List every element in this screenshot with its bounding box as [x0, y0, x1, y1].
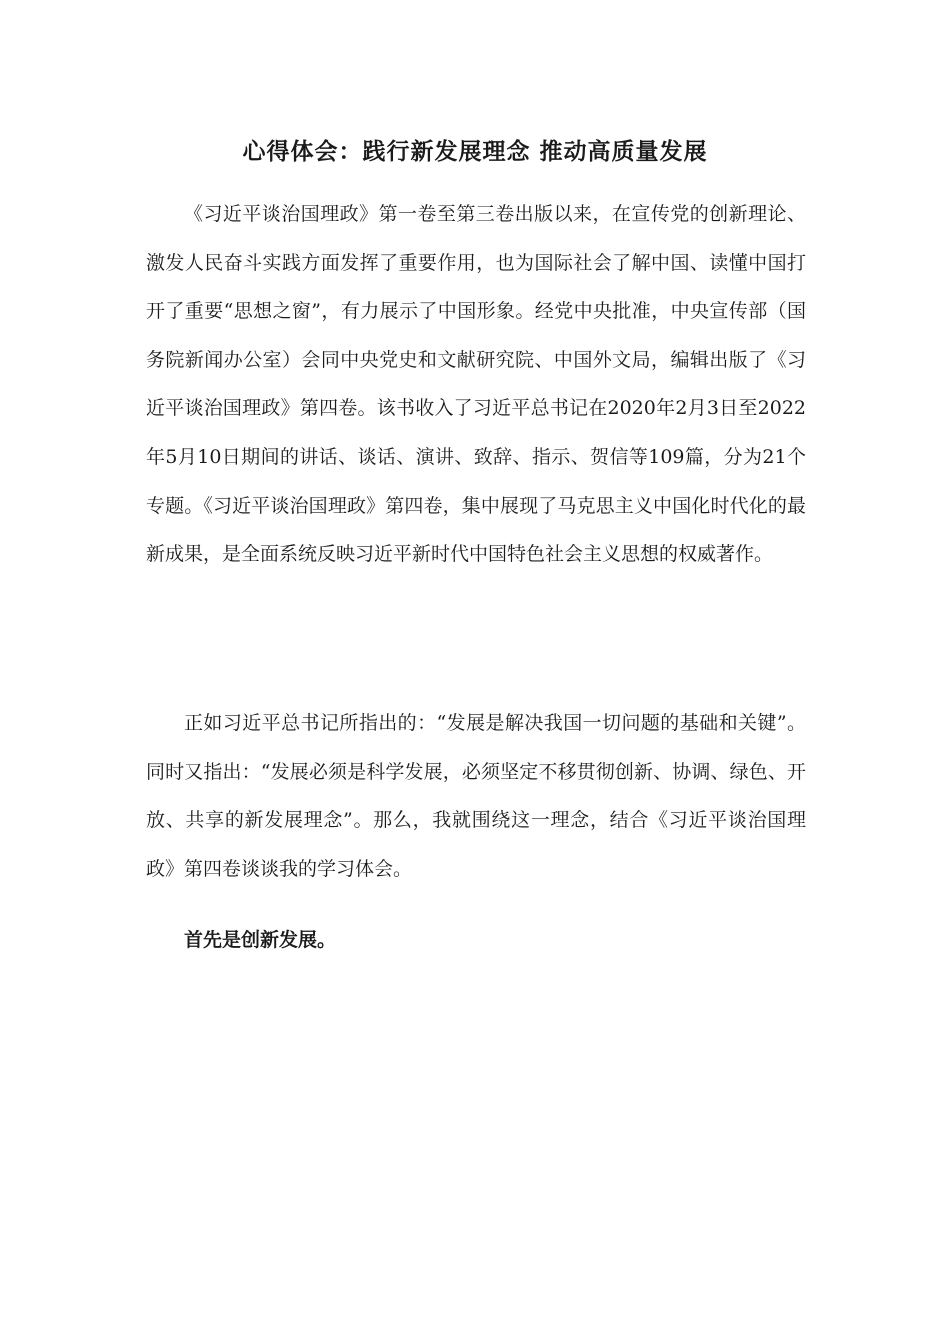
paragraph-development: 正如习近平总书记所指出的：“发展是解决我国一切问题的基础和关键”。同时又指出：“发展必须是科学发展，必须坚定不移贯彻创新、协调、绿色、开放、共享的新发展理念”。那么，我就围绕这一理念，结合《习近平谈治国理政》第四卷谈谈我的学习体会。 — [146, 712, 806, 880]
paragraph-innovation-heading: 首先是创新发展。 — [184, 929, 337, 951]
document-title: 心得体会：践行新发展理念 推动高质量发展 — [242, 138, 708, 165]
paragraph-intro: 《习近平谈治国理政》第一卷至第三卷出版以来，在宣传党的创新理论、激发人民奋斗实践方面发挥了重要作用，也为国际社会了解中国、读懂中国打开了重要“思想之窗”，有力展示了中国形象。经党中央批准，中央宣传部（国务院新闻办公室）会同中央党史和文献研究院、中国外文局，编辑出版了《习近平谈治国理政》第四卷。该书收入了习近平总书记在2020年2月3日至2022年5月10日期间的讲话、谈话、演讲、致辞、指示、贺信等109篇，分为21个专题。《习近平谈治国理政》第四卷，集中展现了马克思主义中国化时代化的最新成果，是全面系统反映习近平新时代中国特色社会主义思想的权威著作。 — [146, 203, 806, 566]
